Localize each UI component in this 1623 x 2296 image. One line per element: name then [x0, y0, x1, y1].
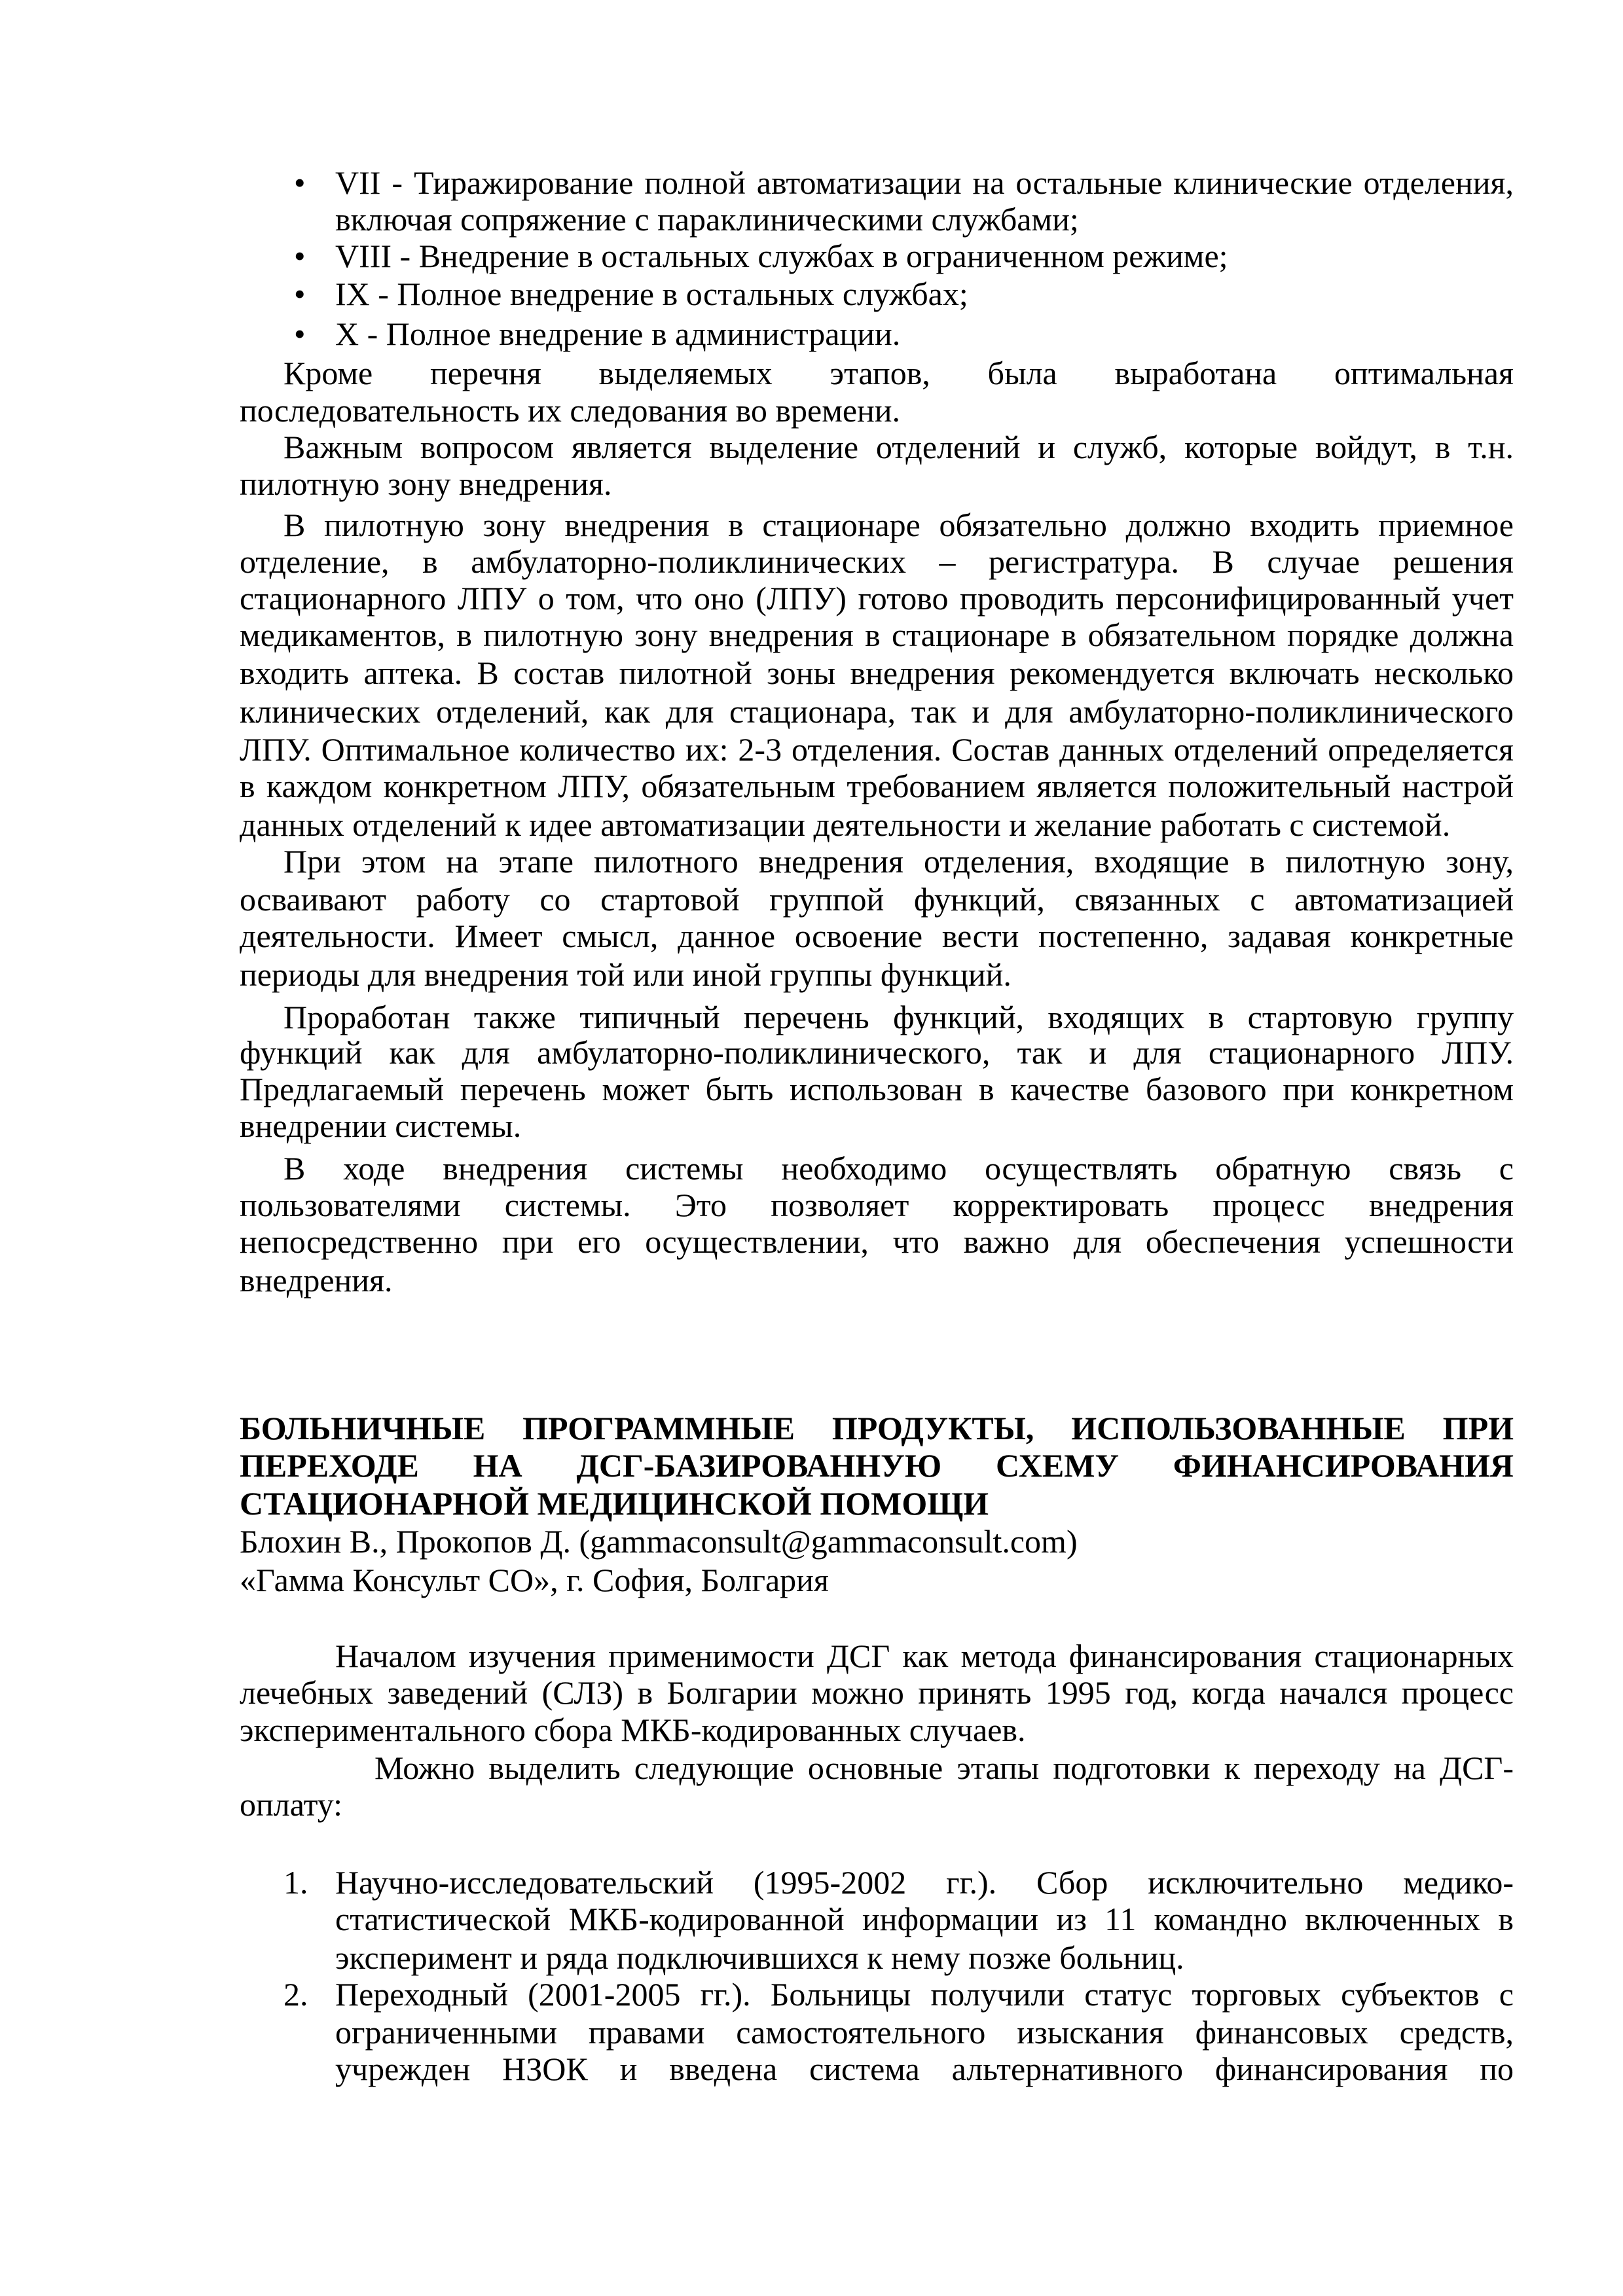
paragraph-line: Началом изучения применимости ДСГ как метода финансирования стационарных — [335, 1638, 1514, 1674]
paragraph-line: В ходе внедрения системы необходимо осуществлять обратную связь с — [283, 1150, 1514, 1187]
paragraph-line: клинических отделений, как для стационара, так и для амбулаторно-поликлинического — [240, 693, 1514, 730]
article-title-line: ПЕРЕХОДЕ НА ДСГ-БАЗИРОВАННУЮ СХЕМУ ФИНАНСИРОВАНИЯ — [240, 1447, 1514, 1484]
paragraph-line: стационарного ЛПУ о том, что оно (ЛПУ) готово проводить персонифицированный учет — [240, 580, 1514, 617]
paragraph-line: В пилотную зону внедрения в стационаре обязательно должно входить приемное — [283, 507, 1514, 543]
paragraph-line: лечебных заведений (СЛЗ) в Болгарии можно принять 1995 год, когда начался процесс — [240, 1674, 1514, 1711]
paragraph-line: ЛПУ. Оптимальное количество их: 2-3 отделения. Состав данных отделений определяется — [240, 731, 1514, 768]
numbered-item-line: учрежден НЗОК и введена система альтернативного финансирования по — [335, 2051, 1514, 2087]
paragraph-line: Можно выделить следующие основные этапы подготовки к переходу на ДСГ- — [374, 1749, 1514, 1786]
bullet-item-line: VII - Тиражирование полной автоматизации на остальные клинические отделения, — [335, 164, 1514, 201]
paragraph-line: в каждом конкретном ЛПУ, обязательным требованием является положительный настрой — [240, 768, 1514, 804]
article-title-line: СТАЦИОНАРНОЙ МЕДИЦИНСКОЙ ПОМОЩИ — [240, 1485, 989, 1522]
list-number: 1. — [283, 1864, 308, 1901]
bullet-item-line: IX - Полное внедрение в остальных службах; — [335, 276, 968, 312]
numbered-item-line: статистической МКБ-кодированной информации из 11 командно включенных в — [335, 1901, 1514, 1937]
numbered-item-line: Научно-исследовательский (1995-2002 гг.). Сбор исключительно медико- — [335, 1864, 1514, 1901]
bullet-item-line: X - Полное внедрение в администрации. — [335, 315, 901, 352]
article-affiliation: «Гамма Консульт СО», г. София, Болгария — [240, 1562, 829, 1598]
bullet-icon: • — [294, 276, 306, 312]
bullet-item-line: VIII - Внедрение в остальных службах в ограниченном режиме; — [335, 238, 1228, 274]
paragraph-line: Важным вопросом является выделение отделений и служб, которые войдут, в т.н. — [283, 429, 1514, 465]
article-title-line: БОЛЬНИЧНЫЕ ПРОГРАММНЫЕ ПРОДУКТЫ, ИСПОЛЬЗОВАННЫЕ ПРИ — [240, 1410, 1514, 1446]
numbered-item-line — [335, 2089, 1514, 2126]
paragraph-line: входить аптека. В состав пилотной зоны внедрения рекомендуется включать несколько — [240, 655, 1514, 691]
paragraph-line: При этом на этапе пилотного внедрения отделения, входящие в пилотную зону, — [283, 843, 1514, 880]
paragraph-line: последовательность их следования во времени. — [240, 392, 901, 429]
paragraph-line: пользователями системы. Это позволяет корректировать процесс внедрения — [240, 1187, 1514, 1223]
bullet-icon: • — [294, 238, 306, 274]
paragraph-line: функций как для амбулаторно-поликлинического, так и для стационарного ЛПУ. — [240, 1034, 1514, 1071]
paragraph-line: непосредственно при его осуществлении, что важно для обеспечения успешности — [240, 1223, 1514, 1260]
paragraph-line: периоды для внедрения той или иной группы функций. — [240, 956, 1012, 993]
paragraph-line: медикаментов, в пилотную зону внедрения в стационаре в обязательном порядке должна — [240, 617, 1514, 653]
paragraph-line: внедрении системы. — [240, 1107, 522, 1144]
bullet-item-line: включая сопряжение с параклиническими службами; — [335, 201, 1079, 238]
numbered-item-line: Переходный (2001-2005 гг.). Больницы получили статус торговых субъектов с — [335, 1976, 1514, 2013]
paragraph-line: деятельности. Имеет смысл, данное освоение вести постепенно, задавая конкретные — [240, 918, 1514, 954]
paragraph-line: внедрения. — [240, 1262, 393, 1299]
numbered-item-line: эксперимент и ряда подключившихся к нему позже больниц. — [335, 1939, 1184, 1976]
list-number: 2. — [283, 1976, 308, 2013]
paragraph-line: Кроме перечня выделяемых этапов, была выработана оптимальная — [283, 355, 1514, 391]
article-authors: Блохин В., Прокопов Д. (gammaconsult@gammaconsult.com) — [240, 1523, 1078, 1560]
paragraph-line: экспериментального сбора МКБ-кодированных случаев. — [240, 1712, 1026, 1748]
paragraph-line: оплату: — [240, 1786, 343, 1823]
paragraph-line: осваивают работу со стартовой группой функций, связанных с автоматизацией — [240, 881, 1514, 918]
paragraph-line: данных отделений к идее автоматизации деятельности и желание работать с системой. — [240, 806, 1451, 843]
paragraph-line: Предлагаемый перечень может быть использован в качестве базового при конкретном — [240, 1071, 1514, 1107]
numbered-item-line: ограниченными правами самостоятельного изыскания финансовых средств, — [335, 2014, 1514, 2051]
paragraph-line: пилотную зону внедрения. — [240, 465, 612, 502]
bullet-icon: • — [294, 164, 306, 201]
bullet-icon: • — [294, 315, 306, 352]
paragraph-line: Проработан также типичный перечень функций, входящих в стартовую группу — [283, 999, 1514, 1035]
paragraph-line: отделение, в амбулаторно-поликлинических – регистратура. В случае решения — [240, 543, 1514, 580]
